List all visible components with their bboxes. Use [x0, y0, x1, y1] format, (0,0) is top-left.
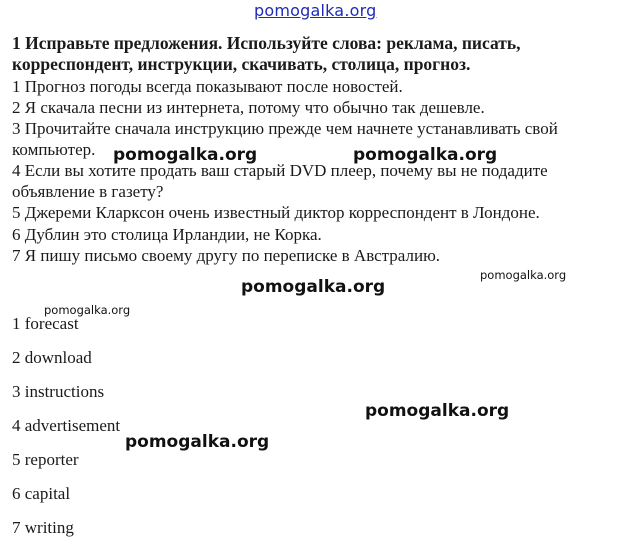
task-sentence-2: 2 Я скачала песни из интернета, потому что обычно так дешевле. — [12, 98, 485, 117]
watermark: pomogalka.org — [365, 401, 510, 421]
watermark: pomogalka.org — [113, 145, 258, 165]
answer-item-2: 2 download — [12, 348, 92, 367]
task-sentence-3: 3 Прочитайте сначала инструкцию прежде чем начнете устанавливать свой компьютер. — [12, 119, 558, 159]
answer-item-4: 4 advertisement — [12, 416, 121, 435]
watermark: pomogalka.org — [480, 268, 567, 282]
answer-item-7: 7 writing — [12, 518, 74, 537]
task-sentence-5: 5 Джереми Кларксон очень известный диктор корреспондент в Лондоне. — [12, 203, 540, 222]
task-sentence-1: 1 Прогноз погоды всегда показывают после новостей. — [12, 77, 403, 96]
site-link[interactable]: pomogalka.org — [254, 1, 377, 20]
watermark: pomogalka.org — [125, 432, 270, 452]
watermark: pomogalka.org — [241, 277, 386, 297]
task-sentence-4: 4 Если вы хотите продать ваш старый DVD плеер, почему вы не подадите объявление в газету? — [12, 161, 548, 201]
watermark: pomogalka.org — [353, 145, 498, 165]
task-sentence-6: 6 Дублин это столица Ирландии, не Корка. — [12, 225, 322, 244]
task-sentence-7: 7 Я пишу письмо своему другу по переписке в Австралию. — [12, 246, 441, 265]
answer-item-1: 1 forecast — [12, 314, 79, 333]
answer-item-3: 3 instructions — [12, 382, 105, 401]
answer-item-6: 6 capital — [12, 484, 71, 503]
task-title: 1 Исправьте предложения. Используйте слова: реклама, писать, корреспондент, инструкции, скачивать, столица, прогноз. — [12, 33, 521, 74]
watermark: pomogalka.org — [44, 303, 131, 317]
answer-item-5: 5 reporter — [12, 450, 79, 469]
